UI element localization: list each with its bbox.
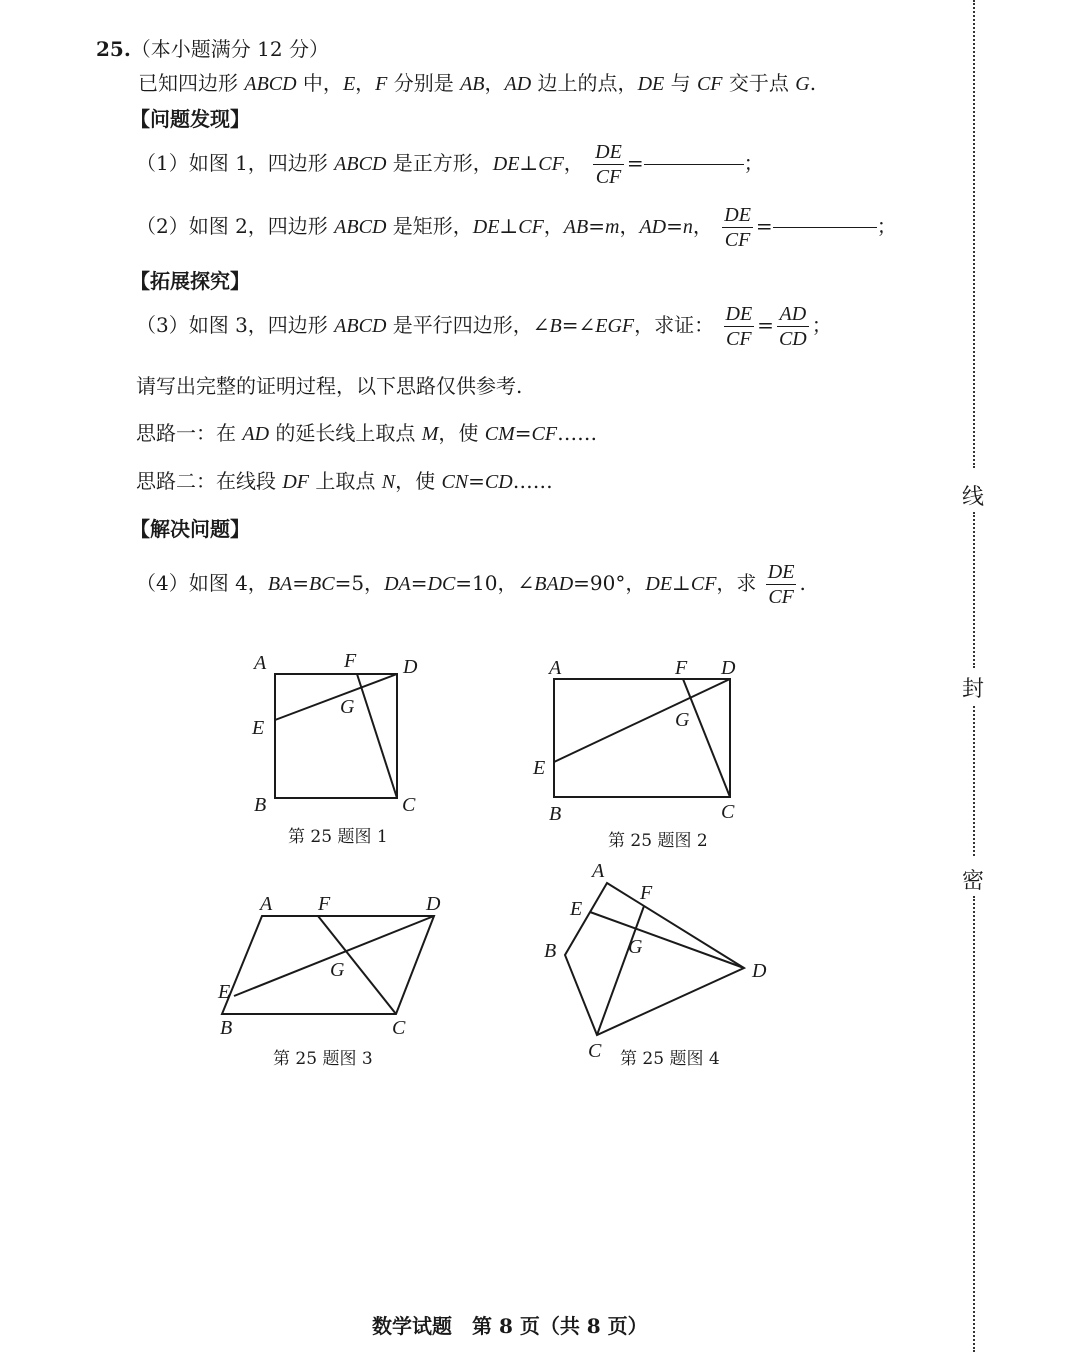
figure-4 — [530, 855, 780, 1070]
p3-math: EGF — [595, 315, 635, 337]
vertex-label-f: F — [344, 650, 357, 672]
idea2-text: …… — [512, 469, 553, 493]
vertex-label-d: D — [752, 960, 767, 982]
part-2: （2）如图 2，四边形 ABCD 是矩形，DE⊥CF，AB=m，AD=n， $\frac{DE}{CF}$ = ； — [136, 204, 897, 251]
p2-text: ， — [692, 214, 713, 238]
intro-text: 交于点 — [722, 71, 796, 95]
p2-text: = — [666, 214, 683, 238]
part-4 — [136, 560, 806, 609]
fraction-numerator: DE — [725, 303, 753, 325]
p2-math: n — [682, 216, 693, 238]
p4-text: （4）如图 4， — [136, 571, 268, 595]
parallelogram-abcd — [222, 916, 434, 1014]
vertex-label-d: D — [426, 893, 441, 915]
intro-text: 已知四边形 — [138, 71, 245, 95]
idea1-text: 的延长线上取点 — [269, 421, 422, 445]
p1-tail: ； — [743, 151, 764, 175]
idea-2 — [136, 468, 553, 495]
vertex-label-d: D — [721, 657, 736, 679]
p4-math: BC — [309, 573, 335, 595]
p3-text: =∠ — [561, 313, 596, 337]
p4-math: BA — [267, 573, 293, 595]
binding-char-feng: 封 — [962, 677, 985, 702]
p3-text: ，求证： — [634, 313, 715, 337]
idea2-math: CD — [484, 471, 513, 493]
vertex-label-e: E — [252, 717, 265, 739]
p4-math: DE — [645, 573, 673, 595]
vertex-label-g: G — [330, 959, 345, 981]
intro-math: ABCD — [244, 73, 297, 95]
fraction-denominator: CD — [778, 328, 807, 350]
vertex-label-a: A — [254, 652, 267, 674]
fraction-denominator: CF — [724, 229, 751, 251]
section-heading-discovery: 【问题发现】 — [130, 107, 250, 131]
vertex-label-d: D — [403, 656, 418, 678]
intro-text: 边上的点， — [531, 71, 638, 95]
part-1: （1）如图 1，四边形 ABCD 是正方形，DE⊥CF， $\frac{DE}{CF}$ = ； — [136, 141, 764, 188]
question-intro — [138, 70, 816, 97]
vertex-label-b: B — [254, 794, 267, 816]
p1-text: （1）如图 1，四边形 — [136, 151, 335, 175]
segment-de — [275, 674, 397, 720]
section-heading-extension: 【拓展探究】 — [130, 269, 250, 293]
p2-text: ， — [619, 214, 640, 238]
fraction-denominator: CF — [726, 328, 752, 350]
p1-math: CF — [538, 153, 564, 175]
intro-math: G — [795, 73, 810, 95]
binding-char-xian: 线 — [962, 485, 985, 510]
intro-math: AB — [460, 73, 485, 95]
binding-line-dash — [973, 0, 975, 468]
figure-1 — [240, 645, 430, 845]
p4-tail: . — [799, 571, 806, 595]
fraction — [722, 203, 753, 252]
vertex-label-f: F — [675, 657, 688, 679]
p3-tail: ； — [811, 313, 832, 337]
p2-tail: ； — [876, 214, 897, 238]
p2-text: （2）如图 2，四边形 — [136, 214, 335, 238]
p1-text: 是正方形， — [386, 151, 493, 175]
p4-text: = — [292, 571, 310, 595]
vertex-label-a: A — [549, 657, 562, 679]
idea2-math: N — [381, 471, 396, 493]
intro-math: CF — [696, 73, 723, 95]
p2-math: AD — [639, 216, 667, 238]
figure-3-caption: 第 25 题图 3 — [273, 1049, 373, 1069]
binding-line-dash — [973, 896, 975, 1352]
p2-math: AB — [563, 216, 589, 238]
figure-1-caption: 第 25 题图 1 — [288, 827, 388, 847]
binding-char-mi: 密 — [962, 869, 985, 894]
p1-math: DE — [492, 153, 520, 175]
fraction-numerator: DE — [767, 561, 795, 583]
intro-math: E — [342, 73, 356, 95]
segment-cf — [683, 679, 730, 797]
fraction-denominator: CF — [595, 166, 622, 188]
p3-math: ABCD — [334, 315, 387, 337]
segment-de — [234, 916, 434, 996]
idea1-text: = — [514, 421, 532, 445]
intro-text: . — [809, 71, 817, 95]
p4-text: =90°， — [573, 571, 646, 595]
fraction-numerator: AD — [777, 302, 809, 327]
idea1-math: CM — [484, 423, 515, 445]
vertex-label-g: G — [340, 696, 355, 718]
answer-blank[interactable] — [644, 164, 744, 165]
p2-text: ， — [543, 214, 564, 238]
p2-text: 是矩形， — [386, 214, 473, 238]
figure-2 — [525, 650, 755, 830]
segment-cf — [357, 674, 397, 798]
fraction — [593, 140, 624, 189]
segment-cf — [597, 906, 644, 1035]
p4-math: DA — [384, 573, 411, 595]
fraction — [777, 302, 809, 351]
section-heading-solve: 【解决问题】 — [130, 517, 250, 541]
p4-text: ，求 — [716, 571, 757, 595]
intro-math: DE — [637, 73, 665, 95]
vertex-label-f: F — [640, 882, 653, 904]
p4-math: CF — [690, 573, 717, 595]
question-header — [96, 36, 329, 62]
intro-text: ， — [484, 71, 505, 95]
intro-text: 分别是 — [387, 71, 461, 95]
vertex-label-b: B — [544, 940, 557, 962]
p3-math: B — [549, 315, 562, 337]
binding-line-dash — [973, 706, 975, 856]
idea2-math: DF — [282, 471, 310, 493]
vertex-label-c: C — [392, 1017, 406, 1038]
vertex-label-b: B — [220, 1017, 233, 1038]
figure-4-caption: 第 25 题图 4 — [620, 1049, 720, 1069]
vertex-label-c: C — [721, 801, 735, 823]
p2-text: ⊥ — [499, 214, 519, 238]
idea2-text: ，使 — [395, 469, 442, 493]
p2-text: = — [588, 214, 605, 238]
square-abcd — [275, 674, 397, 798]
vertex-label-a: A — [592, 860, 605, 882]
vertex-label-e: E — [218, 981, 231, 1003]
p1-math: ABCD — [334, 153, 387, 175]
idea1-math: AD — [242, 423, 270, 445]
vertex-label-b: B — [549, 803, 562, 825]
vertex-label-g: G — [675, 709, 690, 731]
vertex-label-a: A — [260, 893, 273, 915]
question-number: 25. — [96, 37, 131, 61]
p2-math: DE — [472, 216, 500, 238]
fraction-numerator: DE — [724, 204, 751, 226]
vertex-label-e: E — [533, 757, 546, 779]
rectangle-abcd — [554, 679, 730, 797]
p1-text: ， — [563, 151, 584, 175]
fraction — [724, 302, 755, 351]
vertex-label-c: C — [402, 794, 416, 816]
segment-de — [554, 679, 730, 762]
intro-math: F — [375, 73, 388, 95]
binding-line-dash — [973, 512, 975, 668]
p4-text: = — [410, 571, 428, 595]
fraction-denominator: CF — [768, 586, 794, 608]
score-note: （本小题满分 12 分） — [130, 37, 329, 61]
idea1-math: CF — [531, 423, 558, 445]
idea2-math: CN — [441, 471, 469, 493]
p4-text: ⊥ — [672, 571, 691, 595]
p4-math: DC — [427, 573, 456, 595]
vertex-label-f: F — [318, 893, 331, 915]
p1-text: ⊥ — [519, 151, 539, 175]
p3-text: （3）如图 3，四边形 — [136, 313, 335, 337]
p4-math: BAD — [534, 573, 574, 595]
part-3: （3）如图 3，四边形 ABCD 是平行四边形，∠B=∠EGF，求证： $\frac{DE}{CF}$ = $\frac{AD}{CD}$ ； — [136, 303, 832, 350]
idea1-text: …… — [557, 421, 598, 445]
vertex-label-e: E — [570, 898, 583, 920]
fraction-numerator: DE — [595, 141, 622, 163]
intro-math: AD — [504, 73, 532, 95]
answer-blank[interactable] — [773, 227, 877, 228]
idea2-text: 上取点 — [309, 469, 382, 493]
intro-text: 中， — [296, 71, 343, 95]
p3-text: 是平行四边形，∠ — [386, 313, 550, 337]
p4-text: =5， — [334, 571, 385, 595]
idea-1 — [136, 420, 597, 447]
proof-note: 请写出完整的证明过程，以下思路仅供参考. — [136, 374, 523, 398]
figure-3 — [210, 888, 450, 1038]
intro-text: ， — [355, 71, 376, 95]
idea1-text: 思路一：在 — [136, 421, 243, 445]
page-footer: 数学试题 第 8 页（共 8 页） — [372, 1314, 648, 1338]
p2-math: CF — [518, 216, 544, 238]
vertex-label-c: C — [588, 1040, 602, 1062]
idea1-math: M — [421, 423, 439, 445]
idea2-text: 思路二：在线段 — [136, 469, 283, 493]
p2-math: ABCD — [334, 216, 387, 238]
idea2-text: = — [468, 469, 485, 493]
vertex-label-g: G — [628, 936, 643, 958]
intro-text: 与 — [664, 71, 697, 95]
p4-text: =10，∠ — [455, 571, 535, 595]
fraction — [766, 560, 797, 609]
idea1-text: ，使 — [438, 421, 485, 445]
figure-2-caption: 第 25 题图 2 — [608, 831, 708, 851]
p2-math: m — [605, 216, 620, 238]
